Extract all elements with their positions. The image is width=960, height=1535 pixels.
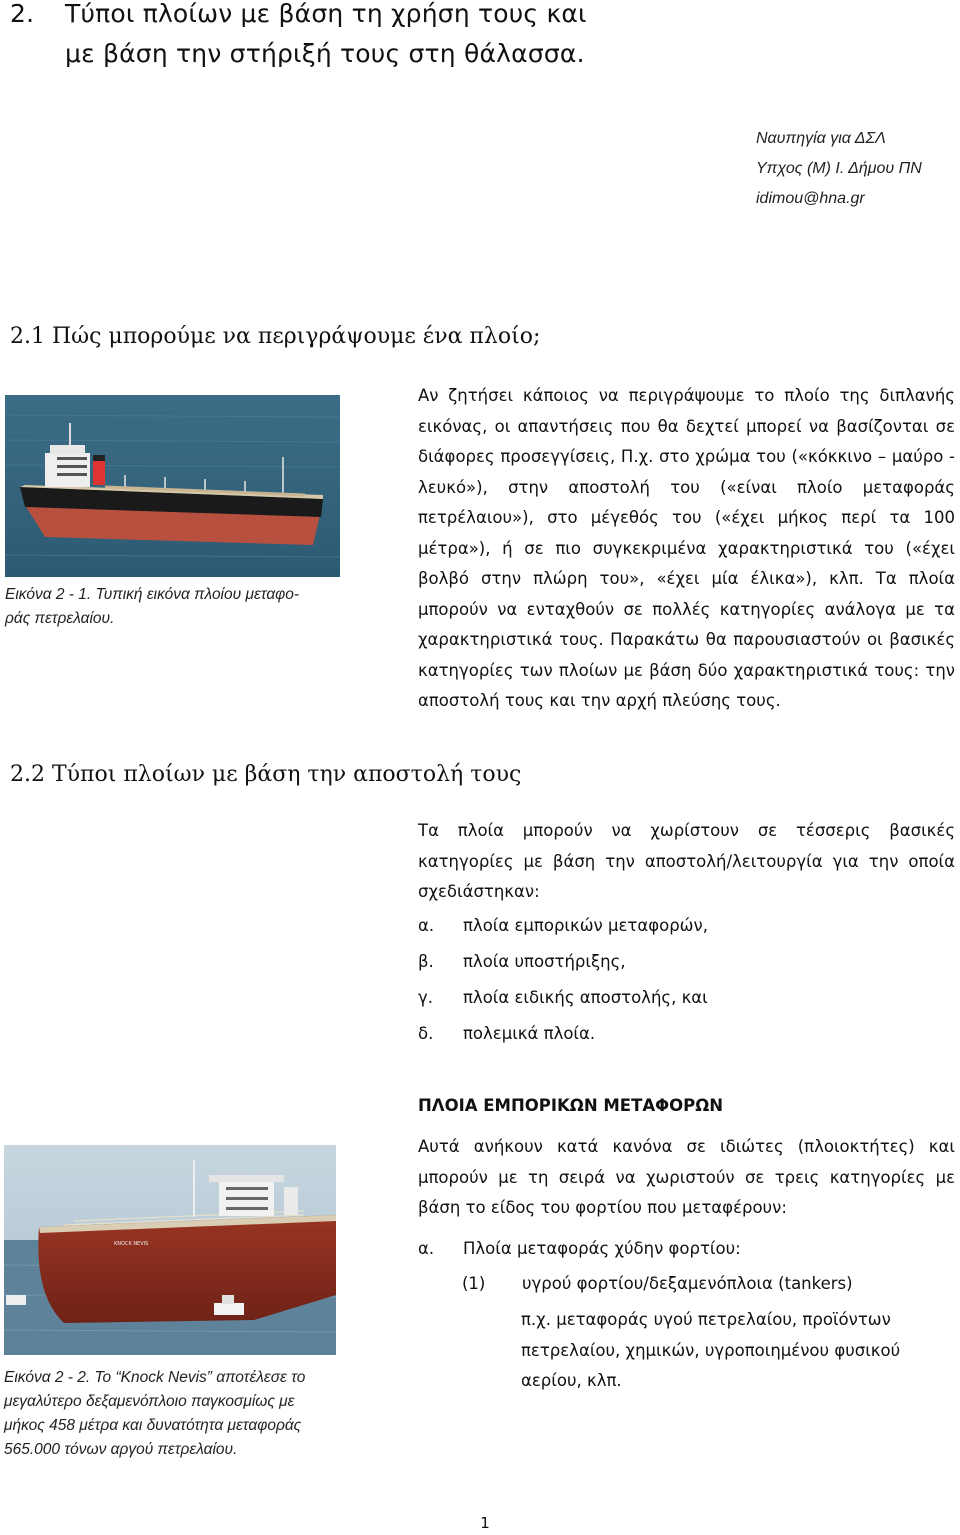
list-marker: δ. — [418, 1024, 434, 1043]
figure-2-2-caption: Εικόνα 2 - 2. Το “Knock Nevis” αποτέλεσε το μεγαλύτερο δεξαμενόπλοιο παγκοσμίως με μήκος 458 μέτρα και δυνατότητα μεταφοράς 565.000 τόνων αργού πετρελαίου. — [4, 1369, 306, 1458]
author-email: idimou@hna.gr — [756, 190, 865, 207]
merchant-heading: ΠΛΟΙΑ ΕΜΠΟΡΙΚΩΝ ΜΕΤΑΦΟΡΩΝ — [418, 1096, 724, 1115]
list-text: πλοία ειδικής αποστολής, και — [463, 988, 708, 1007]
list-marker: γ. — [418, 988, 434, 1007]
merchant-item-1 — [462, 1266, 955, 1302]
list-item — [418, 908, 955, 944]
figure-2-1-caption-line2: ράς πετρελαίου. — [5, 610, 115, 627]
chapter-title-line1: Τύποι πλοίων με βάση τη χρήση τους και — [65, 0, 587, 28]
section-2-2-title: 2.2 Τύποι πλοίων με βάση την αποστολή τους — [10, 762, 522, 787]
chapter-title-line2: με βάση την στήριξή τους στη θάλασσα. — [65, 39, 585, 68]
list-item — [418, 1016, 955, 1052]
chapter-number: 2. — [10, 0, 35, 28]
list-marker: β. — [418, 952, 434, 971]
figure-2-1-caption — [5, 583, 345, 631]
tanker-illustration — [5, 395, 340, 577]
list-text: υγρού φορτίου/δεξαμενόπλοια (tankers) — [522, 1274, 853, 1293]
list-text: πλοία υποστήριξης, — [463, 952, 626, 971]
merchant-item-a — [418, 1231, 955, 1267]
list-item — [418, 944, 955, 980]
section-2-1-paragraph: Αν ζητήσει κάποιος να περιγράψουμε το πλοίο της διπλανής εικόνας, οι απαντήσεις που θα δεχτεί μπορεί να βασίζονται σε διάφορες προσεγγίσεις, Π.χ. στο χρώμα του («κόκκινο – μαύρο - λευκό»), στην αποστολή του («είναι πλοίο μεταφοράς πετρέλαιου»), στο μέγεθός του («έχει μήκος περί τα 100 μέτρα»), ή σε πιο συγκεκριμένα χαρακτηριστικά του («έχει βολβό στην πλώρη του», «έχει μία έλικα»), κλπ. Τα πλοία μπορούν να ενταχθούν σε πολλές κατηγορίες ανάλογα με τα χαρακτηριστικά τους. Παρακάτω θα παρουσιαστούν οι βασικές κατηγορίες των πλοίων με βάση δύο χαρακτηριστικά τους: την αποστολή τους και την αρχή πλεύσης τους. — [418, 386, 955, 710]
merchant-paragraph: Αυτά ανήκουν κατά κανόνα σε ιδιώτες (πλοιοκτήτες) και μπορούν με τη σειρά να χωριστούν σε τρεις κατηγορίες με βάση το είδος του φορτίου που μεταφέρουν: — [418, 1137, 955, 1217]
list-text: Πλοία μεταφοράς χύδην φορτίου: — [463, 1239, 741, 1258]
list-item — [418, 980, 955, 1016]
list-text: πολεμικά πλοία. — [463, 1024, 596, 1043]
page-number: 1 — [480, 1514, 490, 1532]
chapter-title — [10, 0, 710, 74]
category-list — [418, 908, 955, 1052]
list-marker: (1) — [462, 1274, 486, 1293]
figure-2-1-caption-line1: Εικόνα 2 - 1. Τυπική εικόνα πλοίου μεταφο- — [5, 586, 300, 603]
list-marker: α. — [418, 1239, 435, 1258]
author-line1: Ναυπηγία για ΔΣΛ — [756, 130, 886, 147]
list-marker: α. — [418, 916, 435, 935]
author-block — [756, 124, 956, 214]
author-line2: Υπχος (Μ) Ι. Δήμου ΠΝ — [756, 160, 922, 177]
figure-knock-nevis-image — [4, 1145, 336, 1355]
section-2-1-title: 2.1 Πώς μπορούμε να περιγράψουμε ένα πλοίο; — [10, 324, 541, 349]
hull-name-text: KNOCK NEVIS — [114, 1241, 149, 1247]
knock-nevis-illustration — [4, 1145, 336, 1355]
merchant-example: π.χ. μεταφοράς υγού πετρελαίου, προϊόντων πετρελαίου, χημικών, υγροποιημένου φυσικού αερίου, κλπ. — [521, 1310, 901, 1390]
section-2-2-intro: Τα πλοία μπορούν να χωρίστουν σε τέσσερις βασικές κατηγορίες με βάση την αποστολή/λειτουργία για την οποία σχεδιάστηκαν: — [418, 821, 955, 901]
list-text: πλοία εμπορικών μεταφορών, — [463, 916, 708, 935]
figure-tanker-image — [5, 395, 340, 577]
